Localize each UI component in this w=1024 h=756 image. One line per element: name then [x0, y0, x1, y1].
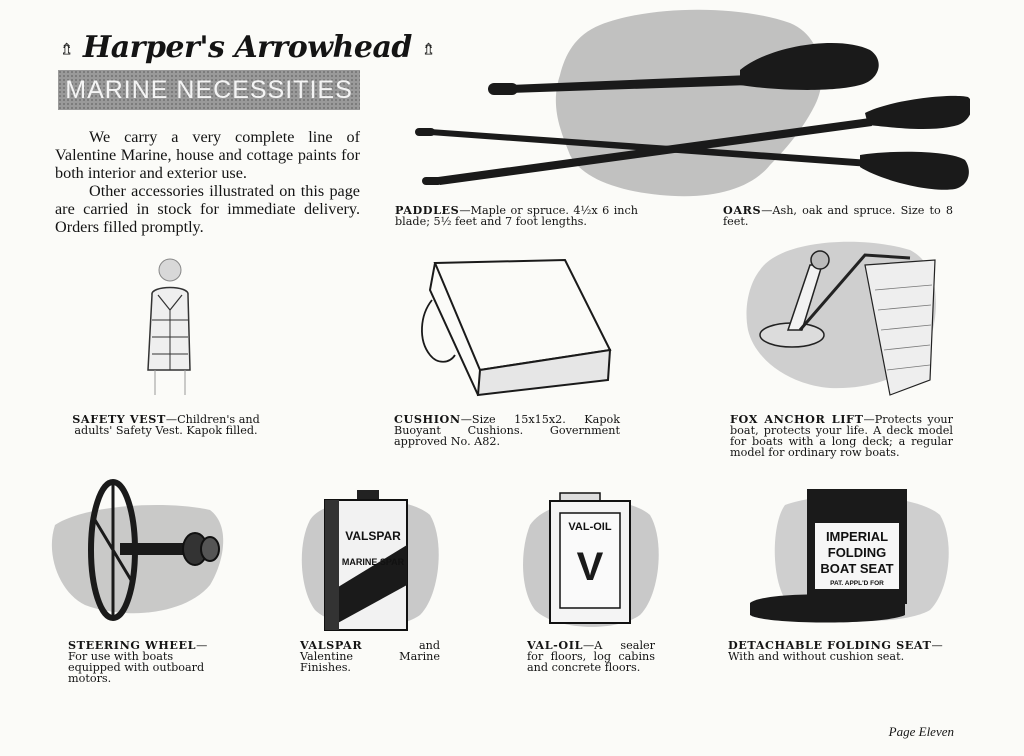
- steering-wheel-desc: —For use with boats equipped with outboard motors.: [68, 639, 208, 685]
- safety-vest-name: SAFETY VEST: [72, 412, 166, 426]
- steering-wheel-name: STEERING WHEEL: [68, 638, 197, 652]
- valspar-can-illustration: [295, 485, 445, 635]
- steering-wheel-caption: [68, 640, 208, 684]
- val-oil-caption: [527, 640, 655, 673]
- valspar-can-label: VALSPAR: [345, 529, 401, 543]
- valspar-caption: [300, 640, 440, 673]
- cushion-caption: [394, 414, 620, 447]
- seat-label-pat: PAT. APPL'D FOR: [830, 580, 884, 587]
- val-oil-can-label: VAL-OIL: [568, 521, 612, 533]
- intro-paragraph: Other accessories illustrated on this page are carried in stock for immediate delivery. Orders filled promptly.: [55, 182, 360, 236]
- paddles-desc: —Maple or spruce. 4½x 6 inch blade; 5½ feet and 7 foot lengths.: [395, 204, 638, 228]
- section-banner: MARINE NECESSITIES: [58, 70, 360, 110]
- valspar-desc: and Valentine Marine Finishes.: [300, 639, 440, 674]
- oars-caption: [723, 205, 953, 227]
- valspar-name: VALSPAR: [300, 638, 363, 652]
- anchor-lift-illustration: [740, 230, 945, 400]
- paddles-caption: [395, 205, 638, 227]
- page-number: Page Eleven: [888, 724, 954, 739]
- arrowhead-icon: ⇯: [60, 39, 73, 59]
- intro-text: [55, 128, 360, 236]
- arrowhead-icon: ⇯: [421, 39, 435, 59]
- brand-name: Harper's Arrowhead: [82, 30, 412, 65]
- val-oil-desc: —A sealer for floors, log cabins and concrete floors.: [527, 639, 655, 674]
- valspar-can-sub: MARINE SPAR: [341, 557, 405, 567]
- seat-label-line3: BOAT SEAT: [820, 561, 894, 576]
- brand-title: [60, 30, 435, 65]
- oars-desc: —Ash, oak and spruce. Size to 8 feet.: [723, 204, 953, 228]
- val-oil-name: VAL-OIL: [527, 638, 584, 652]
- cushion-desc: —Size 15x15x2. Kapok Buoyant Cushions. Government approved No. A82.: [394, 413, 620, 448]
- cushion-name: CUSHION: [394, 412, 461, 426]
- val-oil-can-illustration: [520, 485, 665, 635]
- cushion-illustration: [410, 255, 620, 400]
- safety-vest-caption: [52, 414, 280, 436]
- paddles-oars-illustration: [410, 5, 970, 205]
- folding-seat-illustration: [745, 485, 955, 630]
- folding-seat-desc: —With and without cushion seat.: [728, 639, 943, 663]
- anchor-lift-desc: —Protects your boat, protects your life. A deck model for boats with a long deck; a regular model for ordinary row boats.: [730, 413, 953, 459]
- safety-vest-desc: —Children's and adults' Safety Vest. Kapok filled.: [74, 413, 260, 437]
- steering-wheel-illustration: [45, 475, 230, 625]
- seat-label-line1: IMPERIAL: [825, 529, 889, 544]
- val-oil-can-mark: V: [576, 545, 604, 589]
- anchor-lift-caption: [730, 414, 953, 458]
- intro-paragraph: We carry a very complete line of Valentine Marine, house and cottage paints for both interior and exterior use.: [55, 128, 360, 182]
- safety-vest-illustration: [130, 255, 210, 400]
- oars-name: OARS: [723, 203, 762, 217]
- folding-seat-name: DETACHABLE FOLDING SEAT: [728, 638, 932, 652]
- anchor-lift-name: FOX ANCHOR LIFT: [730, 412, 864, 426]
- folding-seat-caption: [728, 640, 953, 662]
- paddles-name: PADDLES: [395, 203, 460, 217]
- seat-label-line2: FOLDING: [827, 545, 887, 560]
